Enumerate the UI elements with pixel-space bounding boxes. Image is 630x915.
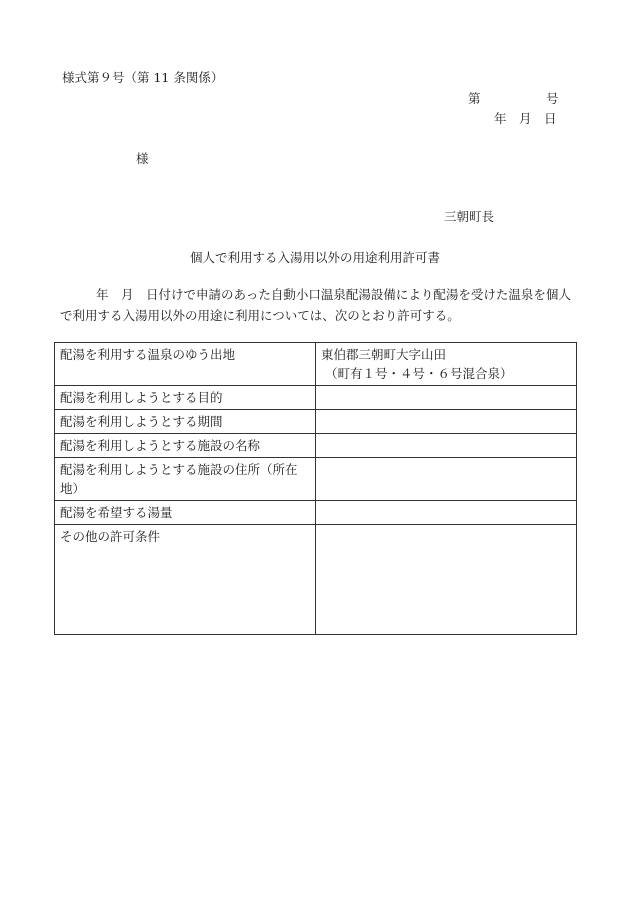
row-label: 配湯を利用しようとする施設の住所（所在地）: [55, 458, 316, 501]
row-value: [316, 343, 577, 386]
row-value: [316, 458, 577, 501]
body-paragraph: 年 月 日付けで申請のあった自動小口温泉配湯設備により配湯を受けた温泉を個人で利用する入湯用以外の用途に利用については、次のとおり許可する。: [60, 287, 571, 323]
row-value: [316, 434, 577, 458]
row-value: [316, 501, 577, 525]
table-row: [55, 434, 577, 458]
row-label: 配湯を利用しようとする期間: [55, 410, 316, 434]
permit-details-table: [54, 342, 577, 635]
table-row: [55, 525, 577, 635]
form-number-label: 様式第９号（第 11 条関係）: [62, 70, 224, 85]
table-row: [55, 458, 577, 501]
issuer-name: 三朝町長: [444, 209, 495, 224]
row-label: 配湯を希望する湯量: [55, 501, 316, 525]
table-row: [55, 410, 577, 434]
recipient-honorific: 様: [136, 151, 149, 166]
source-location: 東伯郡三朝町大字山田: [321, 347, 447, 362]
source-spring-note: （町有１号・４号・６号混合泉）: [325, 366, 513, 381]
row-value: [316, 410, 577, 434]
document-title: 個人で利用する入湯用以外の用途利用許可書: [189, 250, 440, 265]
issue-date: 年 月 日: [494, 111, 557, 126]
document-number-prefix: 第: [468, 91, 481, 106]
table-row: [55, 343, 577, 386]
row-label: 配湯を利用する温泉のゆう出地: [55, 343, 316, 386]
row-value: [316, 386, 577, 410]
row-label: その他の許可条件: [55, 525, 316, 635]
row-label: 配湯を利用しようとする施設の名称: [55, 434, 316, 458]
document-number-suffix: 号: [546, 91, 559, 106]
row-label: 配湯を利用しようとする目的: [55, 386, 316, 410]
table-row: [55, 386, 577, 410]
row-value: [316, 525, 577, 635]
document-number: [468, 89, 559, 107]
table-row: [55, 501, 577, 525]
